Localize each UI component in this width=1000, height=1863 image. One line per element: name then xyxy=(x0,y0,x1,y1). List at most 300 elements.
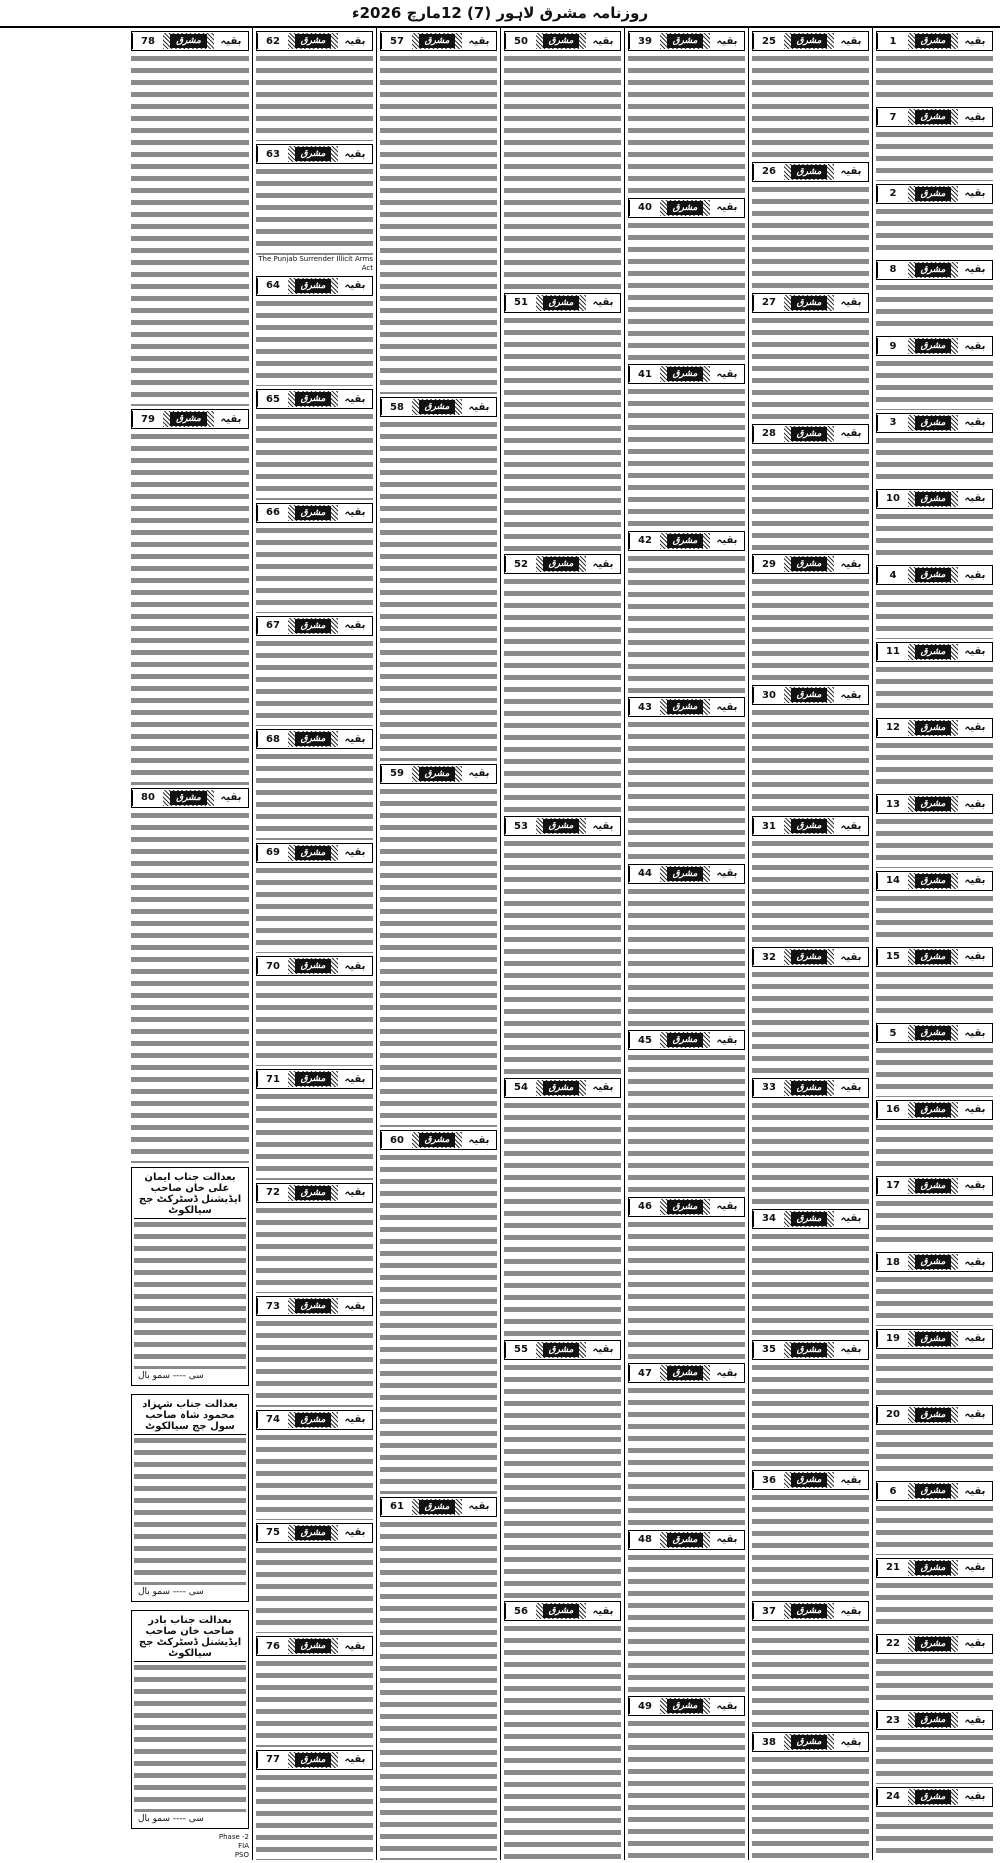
column-6 xyxy=(252,28,376,1860)
article-text xyxy=(876,206,993,257)
mashriq-logo-tag: مشرق xyxy=(784,1342,834,1358)
article-text xyxy=(752,707,869,813)
continuation-word: بقیہ xyxy=(964,646,986,658)
article-text xyxy=(131,431,249,784)
court-notice xyxy=(131,1610,249,1829)
article-text xyxy=(876,129,993,180)
article-text xyxy=(752,446,869,552)
mashriq-logo-tag: مشرق xyxy=(288,845,338,861)
continuation-number: 26 xyxy=(753,164,784,180)
continuation-number: 13 xyxy=(877,796,908,812)
continuation-word: بقیہ xyxy=(344,1527,366,1539)
continuation-number: 14 xyxy=(877,873,908,889)
article-text xyxy=(256,978,373,1066)
court-notice-title: بعدالت جناب شہزاد محمود شاہ صاحب سول جج سیالکوٹ xyxy=(134,1397,246,1435)
continuation-word: بقیہ xyxy=(964,1333,986,1345)
continuation-block xyxy=(876,181,993,257)
article-text xyxy=(752,1362,869,1468)
continuation-word: بقیہ xyxy=(716,535,738,547)
continuation-header xyxy=(504,1601,621,1621)
article-text xyxy=(628,886,745,1028)
mashriq-logo-tag: مشرق xyxy=(412,1132,462,1148)
mashriq-logo-tag: مشرق xyxy=(908,1789,958,1805)
continuation-number: 52 xyxy=(505,556,536,572)
continuation-block xyxy=(504,28,621,290)
continuation-number: 57 xyxy=(381,33,412,49)
continuation-number: 29 xyxy=(753,556,784,572)
continuation-number: 15 xyxy=(877,949,908,965)
continuation-block xyxy=(876,791,993,867)
continuation-number: 44 xyxy=(629,866,660,882)
continuation-word: بقیہ xyxy=(964,264,986,276)
continuation-header xyxy=(380,31,497,51)
continuation-word: بقیہ xyxy=(344,847,366,859)
continuation-block xyxy=(256,1180,373,1293)
continuation-header xyxy=(380,1130,497,1150)
continuation-block xyxy=(256,840,373,953)
article-text xyxy=(876,664,993,715)
continuation-block xyxy=(256,1747,373,1860)
article-text xyxy=(876,893,993,944)
continuation-header xyxy=(876,1710,993,1730)
continuation-number: 24 xyxy=(877,1789,908,1805)
continuation-number: 43 xyxy=(629,699,660,715)
continuation-header xyxy=(876,336,993,356)
column-7 xyxy=(128,28,252,1860)
continuation-block xyxy=(876,1784,993,1860)
article-text xyxy=(504,576,621,813)
article-text xyxy=(876,1351,993,1402)
continuation-header xyxy=(876,260,993,280)
continuation-number: 78 xyxy=(132,33,163,49)
continuation-block xyxy=(876,1478,993,1554)
continuation-word: بقیہ xyxy=(964,1027,986,1039)
continuation-number: 68 xyxy=(257,731,288,747)
continuation-block xyxy=(752,1729,869,1860)
continuation-word: بقیہ xyxy=(716,1201,738,1213)
mashriq-logo-tag: مشرق xyxy=(784,33,834,49)
continuation-header xyxy=(628,1030,745,1050)
article-text xyxy=(256,1658,373,1746)
continuation-block xyxy=(876,868,993,944)
continuation-number: 6 xyxy=(877,1483,908,1499)
continuation-number: 7 xyxy=(877,109,908,125)
continuation-header xyxy=(752,1470,869,1490)
article-text xyxy=(256,865,373,953)
mashriq-logo-tag: مشرق xyxy=(660,1032,710,1048)
continuation-block xyxy=(256,28,373,141)
continuation-number: 27 xyxy=(753,295,784,311)
continuation-number: 9 xyxy=(877,338,908,354)
continuation-number: 5 xyxy=(877,1025,908,1041)
continuation-number: 2 xyxy=(877,186,908,202)
article-text xyxy=(256,525,373,613)
article-text xyxy=(752,838,869,944)
continuation-block xyxy=(752,1206,869,1337)
continuation-block xyxy=(876,486,993,562)
continuation-block xyxy=(752,682,869,813)
continuation-word: بقیہ xyxy=(592,1344,614,1356)
mashriq-logo-tag: مشرق xyxy=(784,1080,834,1096)
continuation-block xyxy=(876,715,993,791)
pso-snippet: PSO xyxy=(234,1850,249,1859)
continuation-header xyxy=(752,685,869,705)
continuation-word: بقیہ xyxy=(964,35,986,47)
continuation-number: 70 xyxy=(257,958,288,974)
continuation-block xyxy=(380,28,497,394)
continuation-header xyxy=(504,293,621,313)
continuation-number: 45 xyxy=(629,1032,660,1048)
continuation-number: 37 xyxy=(753,1603,784,1619)
continuation-number: 22 xyxy=(877,1636,908,1652)
continuation-word: بقیہ xyxy=(840,166,862,178)
mashriq-logo-tag: مشرق xyxy=(908,1407,958,1423)
continuation-block xyxy=(876,1249,993,1325)
continuation-word: بقیہ xyxy=(344,1414,366,1425)
continuation-number: 61 xyxy=(381,1499,412,1515)
article-text xyxy=(876,1274,993,1325)
continuation-word: بقیہ xyxy=(964,1256,986,1268)
continuation-header xyxy=(628,1530,745,1550)
continuation-block xyxy=(504,813,621,1075)
article-text xyxy=(504,53,621,290)
continuation-word: بقیہ xyxy=(716,1700,738,1712)
mashriq-logo-tag: مشرق xyxy=(784,1603,834,1619)
continuation-word: بقیہ xyxy=(964,188,986,200)
mashriq-logo-tag: مشرق xyxy=(660,33,710,49)
continuation-header xyxy=(628,1696,745,1716)
continuation-header xyxy=(256,503,373,523)
mashriq-logo-tag: مشرق xyxy=(660,533,710,549)
article-text xyxy=(876,740,993,791)
continuation-number: 42 xyxy=(629,533,660,549)
continuation-header xyxy=(876,1405,993,1425)
continuation-word: بقیہ xyxy=(716,1034,738,1046)
court-notice-body xyxy=(134,1435,246,1585)
continuation-word: بقیہ xyxy=(344,393,366,405)
article-text xyxy=(752,315,869,421)
continuation-number: 10 xyxy=(877,491,908,507)
continuation-header xyxy=(256,389,373,409)
continuation-word: بقیہ xyxy=(964,111,986,123)
mashriq-logo-tag: مشرق xyxy=(908,415,958,431)
mashriq-logo-tag: مشرق xyxy=(908,873,958,889)
continuation-header xyxy=(752,554,869,574)
continuation-word: بقیہ xyxy=(468,1134,490,1146)
continuation-number: 25 xyxy=(753,33,784,49)
mashriq-logo-tag: مشرق xyxy=(908,949,958,965)
continuation-block xyxy=(628,861,745,1028)
masthead xyxy=(0,0,1000,28)
phase-snippet: Phase -2 xyxy=(218,1832,249,1841)
continuation-word: بقیہ xyxy=(344,1073,366,1085)
continuation-number: 79 xyxy=(132,411,163,427)
continuation-number: 66 xyxy=(257,505,288,521)
mashriq-logo-tag: مشرق xyxy=(163,411,214,427)
mashriq-logo-tag: مشرق xyxy=(660,1698,710,1714)
mashriq-logo-tag: مشرق xyxy=(908,33,958,49)
continuation-block xyxy=(876,1020,993,1096)
continuation-number: 69 xyxy=(257,845,288,861)
continuation-header xyxy=(504,816,621,836)
continuation-word: بقیہ xyxy=(592,35,614,47)
continuation-block xyxy=(256,273,373,386)
continuation-word: بقیہ xyxy=(964,722,986,734)
continuation-header xyxy=(256,1523,373,1543)
continuation-number: 33 xyxy=(753,1080,784,1096)
continuation-block xyxy=(628,1194,745,1361)
continuation-block xyxy=(876,333,993,409)
continuation-block xyxy=(752,28,869,159)
continuation-header xyxy=(628,31,745,51)
court-notice-body xyxy=(134,1662,246,1812)
continuation-word: بقیہ xyxy=(840,1474,862,1486)
continuation-word: بقیہ xyxy=(468,768,490,780)
mashriq-logo-tag: مشرق xyxy=(908,720,958,736)
continuation-number: 19 xyxy=(877,1331,908,1347)
mashriq-logo-tag: مشرق xyxy=(536,818,586,834)
continuation-block xyxy=(628,694,745,861)
continuation-header xyxy=(256,616,373,636)
continuation-word: بقیہ xyxy=(592,1082,614,1094)
continuation-word: بقیہ xyxy=(964,1791,986,1803)
continuation-header xyxy=(256,1069,373,1089)
article-text xyxy=(876,1122,993,1173)
continuation-block xyxy=(752,1337,869,1468)
continuation-number: 39 xyxy=(629,33,660,49)
continuation-number: 80 xyxy=(132,790,163,806)
article-text xyxy=(380,786,497,1127)
continuation-word: بقیہ xyxy=(592,820,614,832)
continuation-word: بقیہ xyxy=(716,701,738,713)
article-text xyxy=(256,1772,373,1860)
continuation-word: بقیہ xyxy=(344,620,366,632)
mashriq-logo-tag: مشرق xyxy=(660,699,710,715)
continuation-block xyxy=(256,953,373,1066)
continuation-header xyxy=(876,489,993,509)
continuation-number: 16 xyxy=(877,1102,908,1118)
column-5 xyxy=(376,28,500,1860)
article-text xyxy=(628,1052,745,1194)
continuation-word: بقیہ xyxy=(964,417,986,429)
continuation-block xyxy=(256,1520,373,1633)
mashriq-logo-tag: مشرق xyxy=(784,818,834,834)
mashriq-logo-tag: مشرق xyxy=(784,1472,834,1488)
continuation-block xyxy=(752,159,869,290)
continuation-block xyxy=(876,1173,993,1249)
continuation-word: بقیہ xyxy=(964,340,986,352)
continuation-number: 1 xyxy=(877,33,908,49)
continuation-block xyxy=(628,361,745,528)
continuation-number: 28 xyxy=(753,426,784,442)
continuation-header xyxy=(752,424,869,444)
continuation-header xyxy=(628,864,745,884)
continuation-block xyxy=(256,726,373,839)
article-text xyxy=(876,816,993,867)
continuation-header xyxy=(256,1183,373,1203)
arms-act-snippet: The Punjab Surrender Illicit Arms Act xyxy=(258,254,373,272)
continuation-header xyxy=(876,718,993,738)
continuation-header xyxy=(131,31,249,51)
mashriq-logo-tag: مشرق xyxy=(908,338,958,354)
continuation-header xyxy=(256,1410,373,1430)
continuation-header xyxy=(628,364,745,384)
mashriq-logo-tag: مشرق xyxy=(908,644,958,660)
continuation-word: بقیہ xyxy=(344,507,366,518)
article-text xyxy=(628,719,745,861)
continuation-block xyxy=(628,528,745,695)
continuation-number: 21 xyxy=(877,1560,908,1576)
continuation-block xyxy=(504,290,621,552)
continuation-header xyxy=(876,871,993,891)
continuation-block xyxy=(256,141,373,254)
continuation-number: 11 xyxy=(877,644,908,660)
continuation-header xyxy=(876,31,993,51)
continuation-block xyxy=(380,1494,497,1860)
continuation-number: 35 xyxy=(753,1342,784,1358)
continuation-header xyxy=(876,1252,993,1272)
continuation-word: بقیہ xyxy=(344,733,366,745)
continuation-block xyxy=(504,1337,621,1599)
continuation-word: بقیہ xyxy=(964,493,986,505)
continuation-word: بقیہ xyxy=(840,428,862,440)
continuation-header xyxy=(752,1078,869,1098)
continuation-block xyxy=(256,1066,373,1179)
court-notice xyxy=(131,1167,249,1386)
continuation-number: 3 xyxy=(877,415,908,431)
continuation-word: بقیہ xyxy=(840,35,862,47)
continuation-header xyxy=(876,1100,993,1120)
continuation-number: 54 xyxy=(505,1080,536,1096)
mashriq-logo-tag: مشرق xyxy=(288,1071,338,1087)
continuation-block xyxy=(752,1075,869,1206)
mashriq-logo-tag: مشرق xyxy=(288,618,338,634)
continuation-header xyxy=(752,162,869,182)
article-text xyxy=(876,1732,993,1783)
continuation-word: بقیہ xyxy=(964,1180,986,1192)
continuation-word: بقیہ xyxy=(468,35,490,47)
continuation-block xyxy=(131,406,249,784)
continuation-block xyxy=(380,761,497,1127)
continuation-block xyxy=(752,421,869,552)
continuation-header xyxy=(876,184,993,204)
continuation-header xyxy=(876,794,993,814)
continuation-word: بقیہ xyxy=(716,368,738,380)
continuation-number: 53 xyxy=(505,818,536,834)
mashriq-logo-tag: مشرق xyxy=(288,731,338,747)
continuation-number: 74 xyxy=(257,1412,288,1428)
article-text xyxy=(256,411,373,499)
continuation-header xyxy=(876,1176,993,1196)
article-text xyxy=(876,1427,993,1478)
continuation-block xyxy=(876,944,993,1020)
article-text xyxy=(752,53,869,159)
court-notice-body xyxy=(134,1219,246,1369)
continuation-header xyxy=(876,1481,993,1501)
mashriq-logo-tag: مشرق xyxy=(908,567,958,583)
continuation-number: 67 xyxy=(257,618,288,634)
article-text xyxy=(628,1385,745,1527)
continuation-block xyxy=(628,1527,745,1694)
article-text xyxy=(256,298,373,386)
continuation-word: بقیہ xyxy=(592,297,614,309)
article-text xyxy=(876,1503,993,1554)
continuation-number: 34 xyxy=(753,1211,784,1227)
continuation-word: بقیہ xyxy=(840,1605,862,1617)
article-text xyxy=(876,1198,993,1249)
continuation-word: بقیہ xyxy=(344,1754,366,1766)
mashriq-logo-tag: مشرق xyxy=(908,109,958,125)
continuation-block xyxy=(876,1097,993,1173)
article-text xyxy=(752,1231,869,1337)
mashriq-logo-tag: مشرق xyxy=(908,1254,958,1270)
article-text xyxy=(628,1219,745,1361)
column-3 xyxy=(624,28,748,1860)
continuation-word: بقیہ xyxy=(840,1082,862,1094)
continuation-word: بقیہ xyxy=(964,569,986,581)
mashriq-logo-tag: مشرق xyxy=(660,866,710,882)
continuation-word: بقیہ xyxy=(840,820,862,832)
column-4 xyxy=(500,28,624,1860)
continuation-header xyxy=(752,1209,869,1229)
continuation-block xyxy=(876,1631,993,1707)
continuation-header xyxy=(752,31,869,51)
article-text xyxy=(504,315,621,552)
mashriq-logo-tag: مشرق xyxy=(163,33,214,49)
mashriq-logo-tag: مشرق xyxy=(536,1342,586,1358)
article-text xyxy=(876,53,993,104)
continuation-header xyxy=(876,107,993,127)
mashriq-logo-tag: مشرق xyxy=(908,1025,958,1041)
mashriq-logo-tag: مشرق xyxy=(908,796,958,812)
continuation-block xyxy=(752,1598,869,1729)
continuation-number: 65 xyxy=(257,391,288,407)
continuation-header xyxy=(876,1634,993,1654)
continuation-word: بقیہ xyxy=(964,951,986,963)
continuation-block xyxy=(504,551,621,813)
continuation-number: 75 xyxy=(257,1525,288,1541)
continuation-header xyxy=(504,1340,621,1360)
article-text xyxy=(752,1492,869,1598)
continuation-word: بقیہ xyxy=(964,875,986,887)
continuation-header xyxy=(752,293,869,313)
article-text xyxy=(131,53,249,406)
continuation-word: بقیہ xyxy=(716,202,738,214)
mashriq-logo-tag: مشرق xyxy=(288,278,338,294)
continuation-header xyxy=(256,956,373,976)
continuation-number: 4 xyxy=(877,567,908,583)
mashriq-logo-tag: مشرق xyxy=(288,146,338,162)
continuation-header xyxy=(504,1078,621,1098)
article-text xyxy=(504,1100,621,1337)
mashriq-logo-tag: مشرق xyxy=(288,1752,338,1768)
continuation-number: 38 xyxy=(753,1734,784,1750)
continuation-number: 36 xyxy=(753,1472,784,1488)
continuation-block xyxy=(628,1027,745,1194)
continuation-word: بقیہ xyxy=(468,401,490,413)
article-text xyxy=(256,1545,373,1633)
continuation-block xyxy=(380,1127,497,1493)
continuation-block xyxy=(131,785,249,1163)
continuation-number: 47 xyxy=(629,1365,660,1381)
mashriq-logo-tag: مشرق xyxy=(784,295,834,311)
continuation-header xyxy=(256,31,373,51)
mashriq-logo-tag: مشرق xyxy=(908,1560,958,1576)
masthead-title: روزنامہ مشرق لاہور (7) 12مارچ 2026ء xyxy=(351,4,649,22)
continuation-block xyxy=(876,410,993,486)
mashriq-logo-tag: مشرق xyxy=(784,949,834,965)
continuation-block xyxy=(876,28,993,104)
